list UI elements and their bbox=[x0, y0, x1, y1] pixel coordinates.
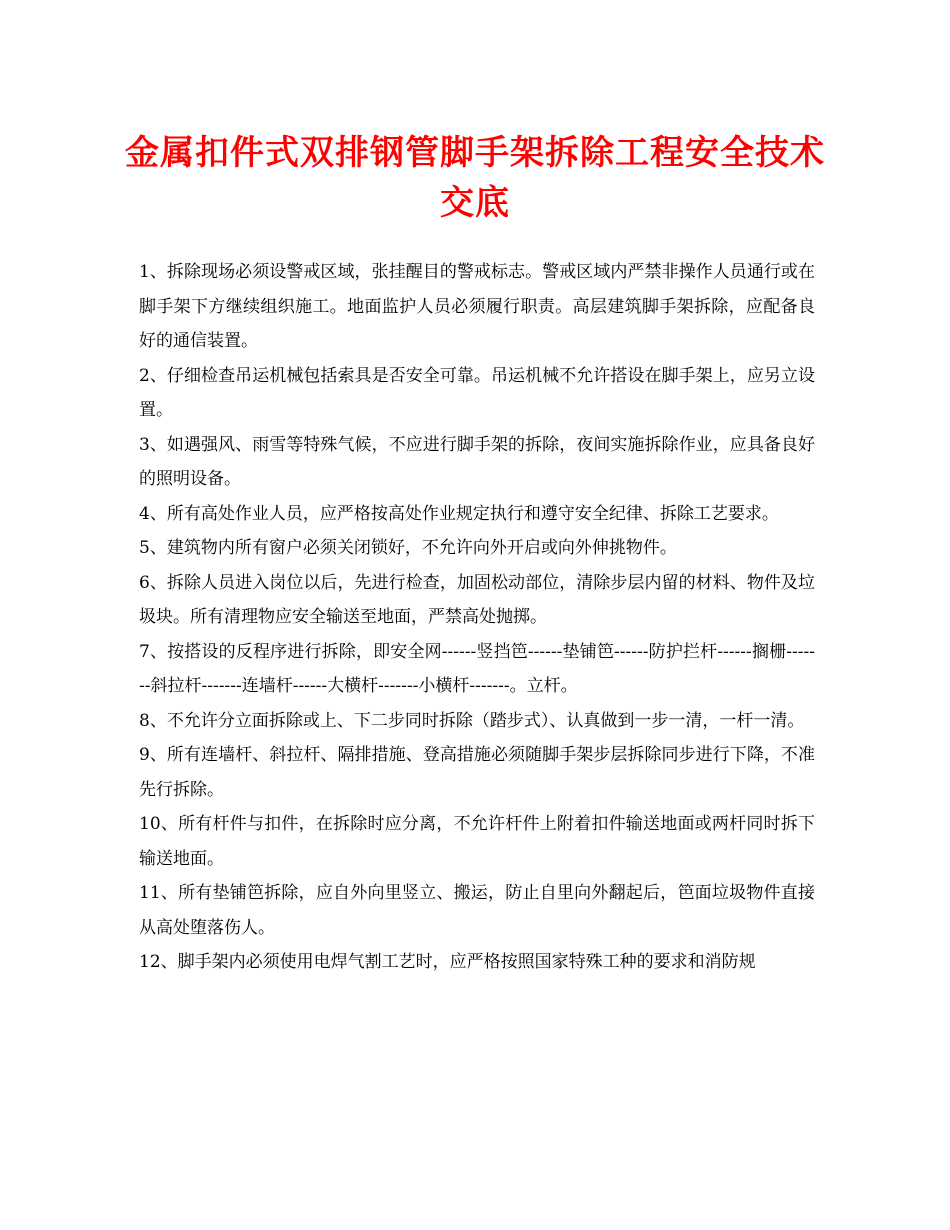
paragraph-9: 9、所有连墙杆、斜拉杆、隔排措施、登高措施必须随脚手架步层拆除同步进行下降，不准先行拆除。 bbox=[139, 745, 815, 800]
paragraph-4: 4、所有高处作业人员，应严格按高处作业规定执行和遵守安全纪律、拆除工艺要求。 bbox=[139, 503, 779, 524]
document-title: 金属扣件式双排钢管脚手架拆除工程安全技术交底 bbox=[125, 133, 825, 223]
paragraph-7: 7、按搭设的反程序进行拆除，即安全网------竖挡笆------垫铺笆------防护拦杆------搁栅-------斜拉杆-------连墙杆------大横杆-------小横杆-------。立杆。 bbox=[139, 641, 815, 696]
paragraph-11: 11、所有垫铺笆拆除，应自外向里竖立、搬运，防止自里向外翻起后，笆面垃圾物件直接从高处堕落伤人。 bbox=[139, 883, 815, 938]
paragraph-8: 8、不允许分立面拆除或上、下二步同时拆除（踏步式）、认真做到一步一清，一杆一清。 bbox=[139, 710, 805, 731]
document-body bbox=[139, 255, 815, 980]
paragraph-10: 10、所有杆件与扣件，在拆除时应分离，不允许杆件上附着扣件输送地面或两杆同时拆下输送地面。 bbox=[139, 814, 815, 869]
paragraph-2: 2、仔细检查吊运机械包括索具是否安全可靠。吊运机械不允许搭设在脚手架上，应另立设置。 bbox=[139, 365, 815, 420]
paragraph-12: 12、脚手架内必须使用电焊气割工艺时，应严格按照国家特殊工种的要求和消防规 bbox=[139, 952, 756, 972]
paragraph-1: 1、拆除现场必须设警戒区域，张挂醒目的警戒标志。警戒区域内严禁非操作人员通行或在脚手架下方继续组织施工。地面监护人员必须履行职责。高层建筑脚手架拆除，应配备良好的通信装置。 bbox=[139, 262, 815, 351]
paragraph-5: 5、建筑物内所有窗户必须关闭锁好，不允许向外开启或向外伸挑物件。 bbox=[139, 538, 677, 558]
paragraph-3: 3、如遇强风、雨雪等特殊气候，不应进行脚手架的拆除，夜间实施拆除作业，应具备良好的照明设备。 bbox=[139, 434, 815, 489]
paragraph-6: 6、拆除人员进入岗位以后，先进行检查，加固松动部位，清除步层内留的材料、物件及垃圾块。所有清理物应安全输送至地面，严禁高处抛掷。 bbox=[139, 572, 815, 627]
